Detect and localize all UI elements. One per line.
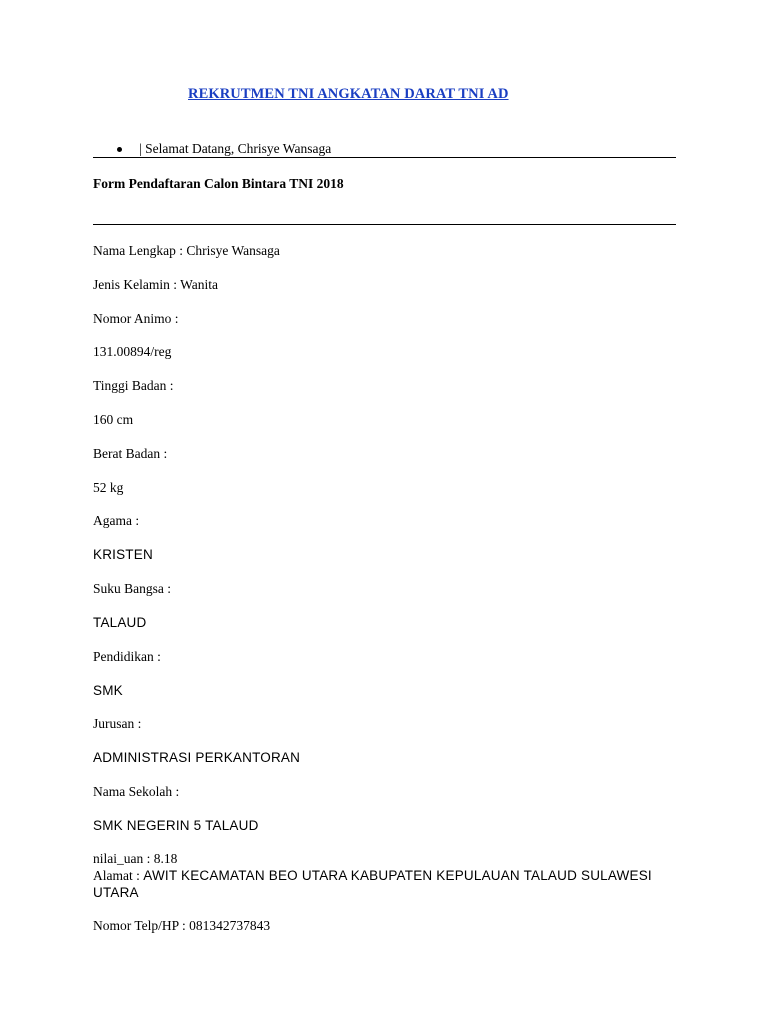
tinggi-badan-value: 160 cm xyxy=(93,412,134,427)
berat-badan-label: Berat Badan : xyxy=(93,446,168,461)
welcome-text: | Selamat Datang, Chrisye Wansaga xyxy=(139,141,332,156)
divider-top xyxy=(93,157,676,158)
jurusan-value: ADMINISTRASI PERKANTORAN xyxy=(93,750,301,765)
nama-sekolah-value: SMK NEGERIN 5 TALAUD xyxy=(93,818,259,833)
nomor-animo-label: Nomor Animo : xyxy=(93,311,179,326)
alamat-field xyxy=(93,867,673,901)
title-link[interactable]: REKRUTMEN TNI ANGKATAN DARAT TNI AD xyxy=(188,86,509,102)
jenis-kelamin-field: Jenis Kelamin : Wanita xyxy=(93,277,219,292)
pendidikan-label: Pendidikan : xyxy=(93,649,161,664)
pendidikan-value: SMK xyxy=(93,683,123,698)
alamat-value: AWIT KECAMATAN BEO UTARA KABUPATEN KEPULAUAN TALAUD SULAWESI UTARA xyxy=(93,868,652,900)
divider-form xyxy=(93,224,676,225)
agama-value: KRISTEN xyxy=(93,547,153,562)
alamat-label: Alamat : xyxy=(93,868,144,883)
nilai-uan-field: nilai_uan : 8.18 xyxy=(93,851,178,866)
nomor-animo-value: 131.00894/reg xyxy=(93,344,172,359)
agama-label: Agama : xyxy=(93,513,140,528)
suku-bangsa-label: Suku Bangsa : xyxy=(93,581,172,596)
form-title: Form Pendaftaran Calon Bintara TNI 2018 xyxy=(93,176,344,191)
welcome-list-item xyxy=(117,141,331,157)
nama-sekolah-label: Nama Sekolah : xyxy=(93,784,180,799)
bullet-icon xyxy=(117,147,122,152)
tinggi-badan-label: Tinggi Badan : xyxy=(93,378,174,393)
suku-bangsa-value: TALAUD xyxy=(93,615,147,630)
nomor-telp-field: Nomor Telp/HP : 081342737843 xyxy=(93,918,271,933)
nama-lengkap-field: Nama Lengkap : Chrisye Wansaga xyxy=(93,243,280,258)
jurusan-label: Jurusan : xyxy=(93,716,142,731)
berat-badan-value: 52 kg xyxy=(93,480,124,495)
